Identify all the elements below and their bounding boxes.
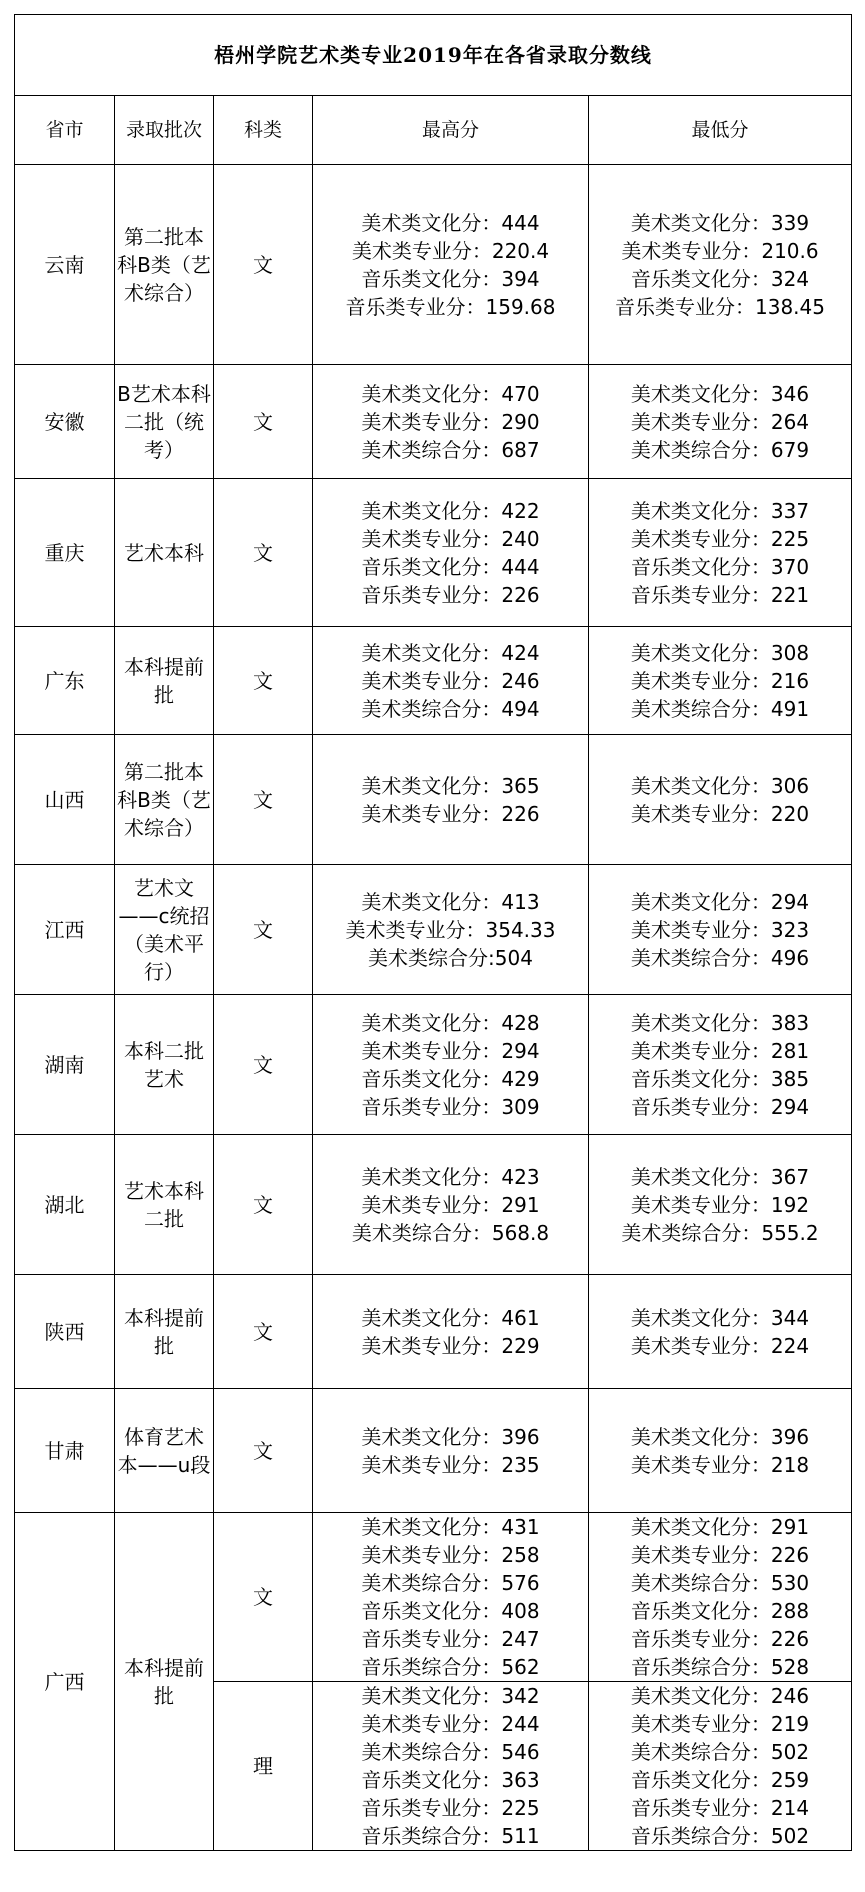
score-line: 音乐类文化分：324 xyxy=(630,266,810,291)
subject-cell: 文 xyxy=(214,1275,313,1389)
score-line: 美术类专业分：216 xyxy=(630,668,810,693)
score-line: 音乐类文化分：363 xyxy=(361,1768,540,1792)
province-cell: 安徽 xyxy=(15,365,115,479)
score-line: 美术类文化分：423 xyxy=(361,1164,540,1189)
score-line: 美术类专业分：224 xyxy=(630,1333,810,1358)
score-line: 美术类文化分：346 xyxy=(630,381,810,406)
score-line: 美术类综合分：687 xyxy=(361,437,540,462)
province-cell: 广东 xyxy=(15,627,115,735)
max-score-cell xyxy=(313,165,589,365)
score-line: 美术类专业分：220 xyxy=(630,801,810,826)
score-line: 美术类文化分：470 xyxy=(361,381,540,406)
score-line: 美术类专业分：225 xyxy=(630,526,810,551)
score-line: 音乐类综合分：511 xyxy=(361,1824,540,1848)
header-max-score: 最高分 xyxy=(313,96,589,165)
province-cell: 重庆 xyxy=(15,479,115,627)
batch-cell: 本科提前批 xyxy=(115,1275,214,1389)
max-score-cell xyxy=(313,1513,589,1682)
score-line: 美术类文化分：306 xyxy=(630,773,810,798)
min-score-cell xyxy=(589,1135,852,1275)
header-row xyxy=(15,96,852,165)
score-line: 美术类文化分：444 xyxy=(361,210,540,235)
score-line: 美术类文化分：344 xyxy=(630,1305,810,1330)
batch-cell: 本科提前批 xyxy=(115,627,214,735)
score-line: 音乐类专业分：247 xyxy=(361,1627,540,1651)
score-line: 美术类文化分：424 xyxy=(361,640,540,665)
province-cell: 江西 xyxy=(15,865,115,995)
province-cell: 云南 xyxy=(15,165,115,365)
max-score-cell xyxy=(313,1135,589,1275)
score-line: 美术类专业分：219 xyxy=(630,1712,810,1736)
score-line: 音乐类专业分：221 xyxy=(630,582,810,607)
batch-cell: 第二批本科B类（艺术综合） xyxy=(115,165,214,365)
score-line: 音乐类专业分：225 xyxy=(361,1796,540,1820)
score-line: 美术类专业分：244 xyxy=(361,1712,540,1736)
score-line: 音乐类专业分：226 xyxy=(361,582,540,607)
score-line: 美术类专业分：220.4 xyxy=(351,238,550,263)
score-line: 美术类专业分：226 xyxy=(361,801,540,826)
score-line: 美术类文化分：428 xyxy=(361,1010,540,1035)
score-line: 美术类专业分：294 xyxy=(361,1038,540,1063)
score-line: 美术类专业分：192 xyxy=(630,1192,810,1217)
min-score-cell xyxy=(589,365,852,479)
batch-cell: 艺术本科二批 xyxy=(115,1135,214,1275)
score-line: 美术类综合分：502 xyxy=(630,1740,810,1764)
score-line: 美术类专业分：218 xyxy=(630,1452,810,1477)
score-line: 美术类文化分：365 xyxy=(361,773,540,798)
subject-cell: 理 xyxy=(214,1682,313,1851)
min-score-cell xyxy=(589,165,852,365)
score-line: 美术类专业分：281 xyxy=(630,1038,810,1063)
batch-cell: 体育艺术本——u段 xyxy=(115,1389,214,1513)
table-row xyxy=(15,995,852,1135)
score-line: 美术类专业分：210.6 xyxy=(621,238,819,263)
score-line: 美术类文化分：431 xyxy=(361,1515,540,1539)
subject-cell: 文 xyxy=(214,1513,313,1682)
score-line: 美术类文化分：367 xyxy=(630,1164,810,1189)
score-line: 美术类文化分：342 xyxy=(361,1684,540,1708)
max-score-cell xyxy=(313,627,589,735)
header-province: 省市 xyxy=(15,96,115,165)
score-line: 美术类综合分:504 xyxy=(368,945,533,970)
batch-cell: 第二批本科B类（艺术综合） xyxy=(115,735,214,865)
score-line: 音乐类专业分：138.45 xyxy=(615,294,825,319)
table-row xyxy=(15,365,852,479)
score-line: 美术类文化分：339 xyxy=(630,210,810,235)
score-line: 美术类专业分：323 xyxy=(630,917,810,942)
score-line: 美术类文化分：308 xyxy=(630,640,810,665)
score-line: 美术类文化分：337 xyxy=(630,498,810,523)
subject-cell: 文 xyxy=(214,865,313,995)
score-line: 美术类文化分：383 xyxy=(630,1010,810,1035)
subject-cell: 文 xyxy=(214,735,313,865)
max-score-cell xyxy=(313,365,589,479)
score-line: 美术类文化分：396 xyxy=(361,1424,540,1449)
score-line: 美术类专业分：264 xyxy=(630,409,810,434)
score-line: 音乐类综合分：562 xyxy=(361,1655,540,1679)
admission-score-table xyxy=(14,14,852,1851)
subject-cell: 文 xyxy=(214,365,313,479)
max-score-cell xyxy=(313,735,589,865)
score-line: 音乐类专业分：309 xyxy=(361,1094,540,1119)
table-row xyxy=(15,479,852,627)
score-line: 美术类专业分：235 xyxy=(361,1452,540,1477)
score-line: 音乐类综合分：502 xyxy=(630,1824,810,1848)
score-line: 美术类专业分：290 xyxy=(361,409,540,434)
batch-cell: 本科提前批 xyxy=(115,1513,214,1851)
table-row xyxy=(15,627,852,735)
province-cell: 山西 xyxy=(15,735,115,865)
max-score-cell xyxy=(313,1275,589,1389)
batch-cell: 本科二批艺术 xyxy=(115,995,214,1135)
subject-cell: 文 xyxy=(214,479,313,627)
province-cell: 湖北 xyxy=(15,1135,115,1275)
score-line: 音乐类专业分：294 xyxy=(630,1094,810,1119)
province-cell: 甘肃 xyxy=(15,1389,115,1513)
score-line: 音乐类文化分：429 xyxy=(361,1066,540,1091)
score-line: 美术类综合分：494 xyxy=(361,696,540,721)
score-line: 美术类综合分：555.2 xyxy=(621,1220,819,1245)
header-subject: 科类 xyxy=(214,96,313,165)
score-line: 音乐类文化分：288 xyxy=(630,1599,810,1623)
score-line: 音乐类专业分：226 xyxy=(630,1627,810,1651)
score-line: 音乐类文化分：370 xyxy=(630,554,810,579)
table-row xyxy=(15,1135,852,1275)
province-cell: 广西 xyxy=(15,1513,115,1851)
score-line: 美术类综合分：576 xyxy=(361,1571,540,1595)
header-min-score: 最低分 xyxy=(589,96,852,165)
max-score-cell xyxy=(313,479,589,627)
score-line: 音乐类文化分：394 xyxy=(361,266,540,291)
min-score-cell xyxy=(589,995,852,1135)
score-line: 音乐类综合分：528 xyxy=(630,1655,810,1679)
score-line: 美术类专业分：240 xyxy=(361,526,540,551)
subject-cell: 文 xyxy=(214,627,313,735)
score-line: 美术类专业分：226 xyxy=(630,1543,810,1567)
score-line: 美术类文化分：294 xyxy=(630,889,810,914)
min-score-cell xyxy=(589,735,852,865)
table-row xyxy=(15,1513,852,1682)
min-score-cell xyxy=(589,1275,852,1389)
max-score-cell xyxy=(313,865,589,995)
score-line: 美术类专业分：354.33 xyxy=(345,917,556,942)
table-row xyxy=(15,735,852,865)
min-score-cell xyxy=(589,1389,852,1513)
max-score-cell xyxy=(313,995,589,1135)
score-line: 音乐类文化分：259 xyxy=(630,1768,810,1792)
score-line: 美术类文化分：461 xyxy=(361,1305,540,1330)
score-line: 美术类专业分：258 xyxy=(361,1543,540,1567)
province-cell: 陕西 xyxy=(15,1275,115,1389)
score-line: 美术类综合分：679 xyxy=(630,437,810,462)
max-score-cell xyxy=(313,1389,589,1513)
max-score-cell xyxy=(313,1682,589,1851)
score-line: 音乐类专业分：159.68 xyxy=(345,294,556,319)
score-line: 音乐类文化分：408 xyxy=(361,1599,540,1623)
min-score-cell xyxy=(589,1513,852,1682)
batch-cell: B艺术本科二批（统考） xyxy=(115,365,214,479)
table-title: 梧州学院艺术类专业2019年在各省录取分数线 xyxy=(15,15,852,96)
header-batch: 录取批次 xyxy=(115,96,214,165)
min-score-cell xyxy=(589,865,852,995)
score-line: 美术类文化分：246 xyxy=(630,1684,810,1708)
score-line: 美术类综合分：496 xyxy=(630,945,810,970)
subject-cell: 文 xyxy=(214,1389,313,1513)
score-line: 音乐类专业分：214 xyxy=(630,1796,810,1820)
table-row xyxy=(15,1275,852,1389)
table-row xyxy=(15,1389,852,1513)
table-row xyxy=(15,165,852,365)
score-line: 美术类专业分：291 xyxy=(361,1192,540,1217)
subject-cell: 文 xyxy=(214,165,313,365)
subject-cell: 文 xyxy=(214,995,313,1135)
score-line: 美术类综合分：568.8 xyxy=(351,1220,550,1245)
table-row xyxy=(15,865,852,995)
score-line: 音乐类文化分：385 xyxy=(630,1066,810,1091)
min-score-cell xyxy=(589,627,852,735)
score-line: 美术类文化分：396 xyxy=(630,1424,810,1449)
min-score-cell xyxy=(589,1682,852,1851)
score-line: 美术类专业分：229 xyxy=(361,1333,540,1358)
score-line: 美术类综合分：530 xyxy=(630,1571,810,1595)
score-line: 美术类文化分：422 xyxy=(361,498,540,523)
score-line: 美术类综合分：546 xyxy=(361,1740,540,1764)
score-line: 音乐类文化分：444 xyxy=(361,554,540,579)
score-line: 美术类文化分：291 xyxy=(630,1515,810,1539)
score-line: 美术类专业分：246 xyxy=(361,668,540,693)
subject-cell: 文 xyxy=(214,1135,313,1275)
score-line: 美术类综合分：491 xyxy=(630,696,810,721)
province-cell: 湖南 xyxy=(15,995,115,1135)
batch-cell: 艺术本科 xyxy=(115,479,214,627)
score-line: 美术类文化分：413 xyxy=(361,889,540,914)
min-score-cell xyxy=(589,479,852,627)
batch-cell: 艺术文——c统招（美术平行） xyxy=(115,865,214,995)
